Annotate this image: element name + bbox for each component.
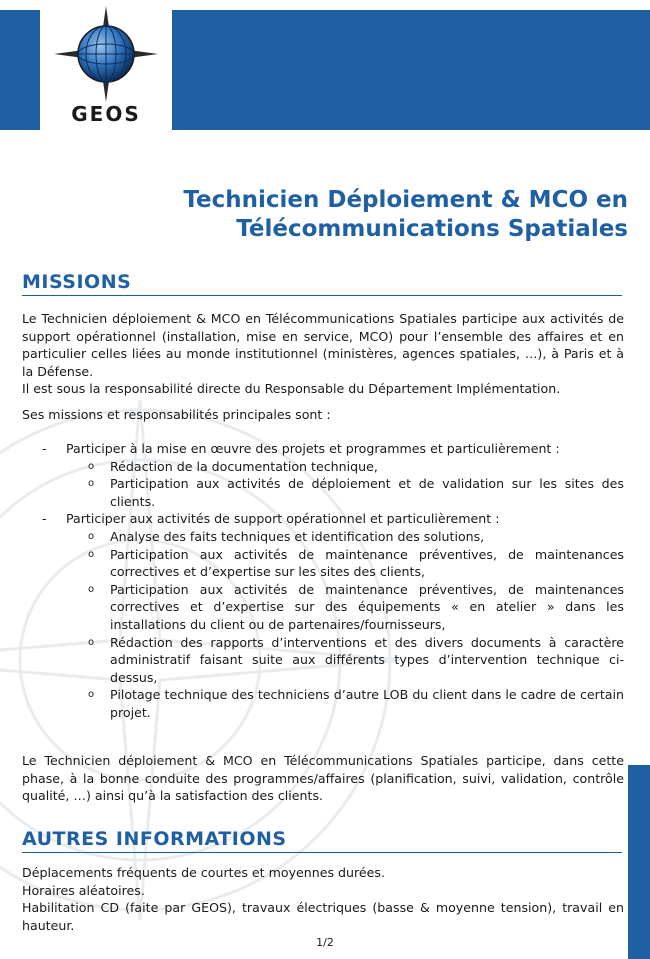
list-subitem: o Participation aux activités de maintenance préventives, de maintenances correctives et d’expertise sur les sites des clients, [88, 546, 624, 580]
autres-heading: AUTRES INFORMATIONS [22, 828, 622, 853]
intro-paragraph: Le Technicien déploiement & MCO en Télécommunications Spatiales participe aux activités de support opérationnel (installation, mise en service, MCO) pour l’ensemble des affaires et en particulier celles liées au monde institutionnel (ministères, agences spatiales, …), à Paris et à la Défense. [22, 311, 624, 379]
list-subitem: o Rédaction des rapports d’interventions et des divers documents à caractère administratif faisant suite aux différents types d’intervention technique ci-dessus, [88, 634, 624, 685]
circle-bullet-icon: o [88, 689, 95, 701]
list-item: - Participer à la mise en œuvre des projets et programmes et particulièrement : [42, 441, 560, 456]
list-subitem: o Participation aux activités de maintenance préventives, de maintenances correctives et d’expertise sur des équipements « en atelier » dans les installations du client ou de partenaires/fournisseurs, [88, 581, 624, 632]
page-title [68, 186, 628, 244]
missions-heading: MISSIONS [22, 271, 622, 296]
missions-closing: Le Technicien déploiement & MCO en Télécommunications Spatiales participe, dans cette phase, à la bonne conduite des programmes/affaires (planification, suivi, validation, contrôle qualité, …) ainsi qu’à la satisfaction des clients. [22, 753, 624, 804]
autres-info [22, 864, 624, 934]
circle-bullet-icon: o [88, 460, 95, 472]
intro-responsibility: Il est sous la responsabilité directe du Responsable du Département Implémentation. [22, 381, 561, 397]
logo [40, 0, 172, 130]
missions-intro [22, 310, 624, 398]
circle-bullet-icon: o [88, 583, 95, 595]
missions-lead: Ses missions et responsabilités principales sont : [22, 407, 331, 422]
missions-list [22, 440, 624, 722]
title-line-1: Technicien Déploiement & MCO en [183, 187, 628, 213]
circle-bullet-icon: o [88, 478, 95, 490]
globe-compass-icon [50, 4, 162, 104]
side-stripe [628, 765, 650, 959]
list-subitem: o Participation aux activités de déploiement et de validation sur les sites des clients. [88, 476, 624, 509]
list-subitem: o Analyse des faits techniques et identification des solutions, [88, 528, 485, 544]
list-subitem: o Pilotage technique des techniciens d’autre LOB du client dans le cadre de certain projet. [88, 687, 624, 720]
info-clearance: Habilitation CD (faite par GEOS), travaux électriques (basse & moyenne tension), travail en hauteur. [22, 900, 624, 933]
circle-bullet-icon: o [88, 530, 95, 542]
dash-bullet-icon: - [42, 511, 47, 527]
info-travel: Déplacements fréquents de courtes et moyennes durées. [22, 865, 385, 880]
page-number: 1/2 [316, 936, 334, 949]
circle-bullet-icon: o [88, 548, 95, 560]
logo-text: GEOS [71, 102, 141, 126]
list-item: - Participer aux activités de support opérationnel et particulièrement : [42, 511, 500, 527]
info-hours: Horaires aléatoires. [22, 882, 145, 898]
list-subitem: o Rédaction de la documentation technique, [88, 458, 378, 474]
dash-bullet-icon: - [42, 441, 47, 456]
title-line-2: Télécommunications Spatiales [236, 216, 628, 242]
circle-bullet-icon: o [88, 636, 95, 648]
